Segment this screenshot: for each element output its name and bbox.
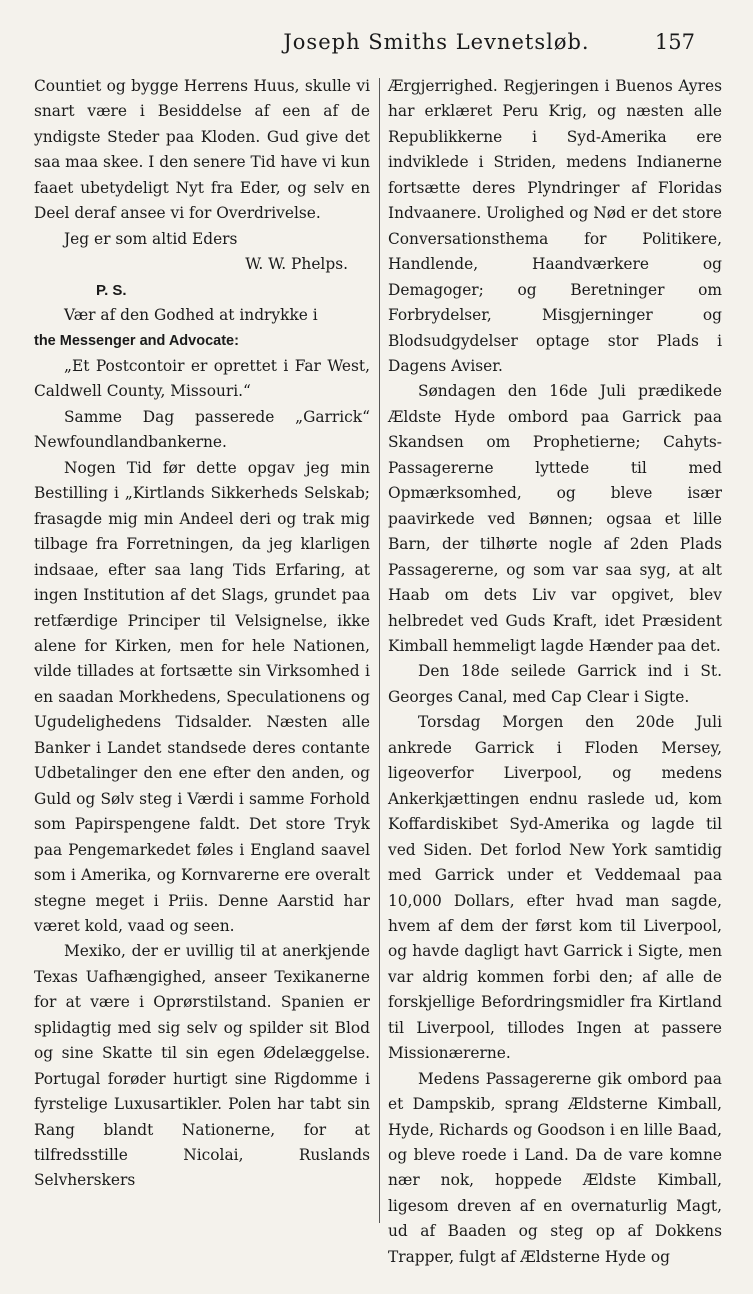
paragraph: Samme Dag passerede „Garrick“ Newfoundlandbankerne.: [34, 407, 370, 452]
paragraph: Torsdag Morgen den 20de Juli ankrede Garrick i Floden Mersey, ligeoverfor Liverpool, og medens Ankerkjættingen endnu raslede ud, kom Koffardiskibet Syd-Amerika og lagde til ved Siden. Det forlod New York samtidig med Garrick under et Veddemaal paa 10,000 Dollars, efter hvad man sagde, hvem af dem der først kom til Liverpool, og havde dagligt havt Garrick i Sigte, men var aldrig kommen forbi den; af alle de forskjellige Befordringsmidler fra Kirtland til Liverpool, tillodes Ingen at passere Missionærerne.: [388, 713, 722, 1063]
paragraph: Ærgjerrighed. Regjeringen i Buenos Ayres har erklæret Peru Krig, og næsten alle Republikkerne i Syd-Amerika ere indviklede i Striden, medens Indianerne fortsætte deres Plyndringer af Floridas Indvaanere. Urolighed og Nød er det store Conversationsthema for Politikere, Handlende, Haandværkere og Demagoger; og Beretninger om Forbrydelser, Misgjerninger og Blodsudgydelser optage stor Plads i Dagens Aviser.: [388, 77, 722, 375]
running-title: Joseph Smiths Levnetsløb.: [283, 30, 590, 54]
paragraph: Mexiko, der er uvillig til at anerkjende Texas Uafhængighed, anseer Texikanerne for at være i Oprørstilstand. Spanien er splidagtig med sig selv og spilder sit Blod og sine Skatte til sin egen Ødelæggelse. Portugal forøder hurtigt sine Rigdomme i fyrstelige Luxusartikler. Polen har tabt sin Rang blandt Nationerne, for at tilfredsstille Nicolai, Ruslands Selvherskers: [34, 942, 370, 1190]
paragraph: Søndagen den 16de Juli prædikede Ældste Hyde ombord paa Garrick paa Skandsen om Prophetierne; Cahyts-Passagererne lyttede til med Opmærksomhed, og bleve især paavirkede ved Bønnen; ogsaa et lille Barn, der tilhørte nogle af 2den Plads Passagererne, og som var saa syg, at alt Haab om dets Liv var opgivet, blev helbredet ved Guds Kraft, idet Præsident Kimball hemmeligt lagde Hænder paa det.: [388, 382, 722, 655]
signature: W. W. Phelps.: [245, 255, 348, 274]
paragraph: Countiet og bygge Herrens Huus, skulle vi snart være i Besiddelse af een af de yndigste Steder paa Kloden. Gud give det saa maa skee. I den senere Tid have vi kun faaet ubetydeligt Nyt fra Eder, og selv en Deel deraf ansee vi for Overdrivelse.: [34, 77, 370, 223]
paragraph: Vær af den Godhed at indrykke i: [64, 306, 318, 325]
paragraph: Den 18de seilede Garrick ind i St. Georges Canal, med Cap Clear i Sigte.: [388, 662, 722, 706]
column-divider: [379, 78, 380, 1223]
paragraph: Medens Passagererne gik ombord paa et Dampskib, sprang Ældsterne Kimball, Hyde, Richards og Goodson i en lille Baad, og bleve roede i Land. Da de vare komne nær nok, hoppede Ældste Kimball, ligesom dreven af en overnaturlig Magt, ud af Baaden og steg op af Dokkens Trapper, fulgt af Ældsterne Hyde og: [388, 1069, 722, 1266]
page-header: [30, 30, 723, 70]
newspaper-name: the Messenger and Advocate:: [34, 332, 239, 349]
left-column: [34, 74, 370, 1194]
quotation: „Et Postcontoir er oprettet i Far West, Caldwell County, Missouri.“: [34, 356, 370, 401]
paragraph: Nogen Tid før dette opgav jeg min Bestilling i „Kirtlands Sikkerheds Selskab; frasagde mig min Andeel deri og trak mig tilbage fra Forretningen, da jeg klarligen indsaae, efter saa lang Tids Erfaring, at ingen Institution af det Slags, grundet paa retfærdige Principer til Velsignelse, ikke alene for Kirken, men for hele Nationen, vilde tillades at fortsætte sin Virksomhed i en saadan Morkhedens, Speculationens og Ugudelighedens Tidsalder. Næsten alle Banker i Landet standsede deres contante Udbetalinger den ene efter den anden, og Guld og Sølv steg i Værdi i samme Forhold som Papirspengene faldt. Det store Tryk paa Pengemarkedet føles i England saavel som i Amerika, og Kornvarerne ere overalt stegne meget i Priis. Denne Aarstid har været kold, vaad og seen.: [34, 458, 370, 935]
page-number: 157: [654, 30, 695, 54]
right-column: [388, 74, 722, 1270]
postscript-heading: P. S.: [96, 281, 127, 299]
closing-line: Jeg er som altid Eders: [64, 229, 238, 248]
